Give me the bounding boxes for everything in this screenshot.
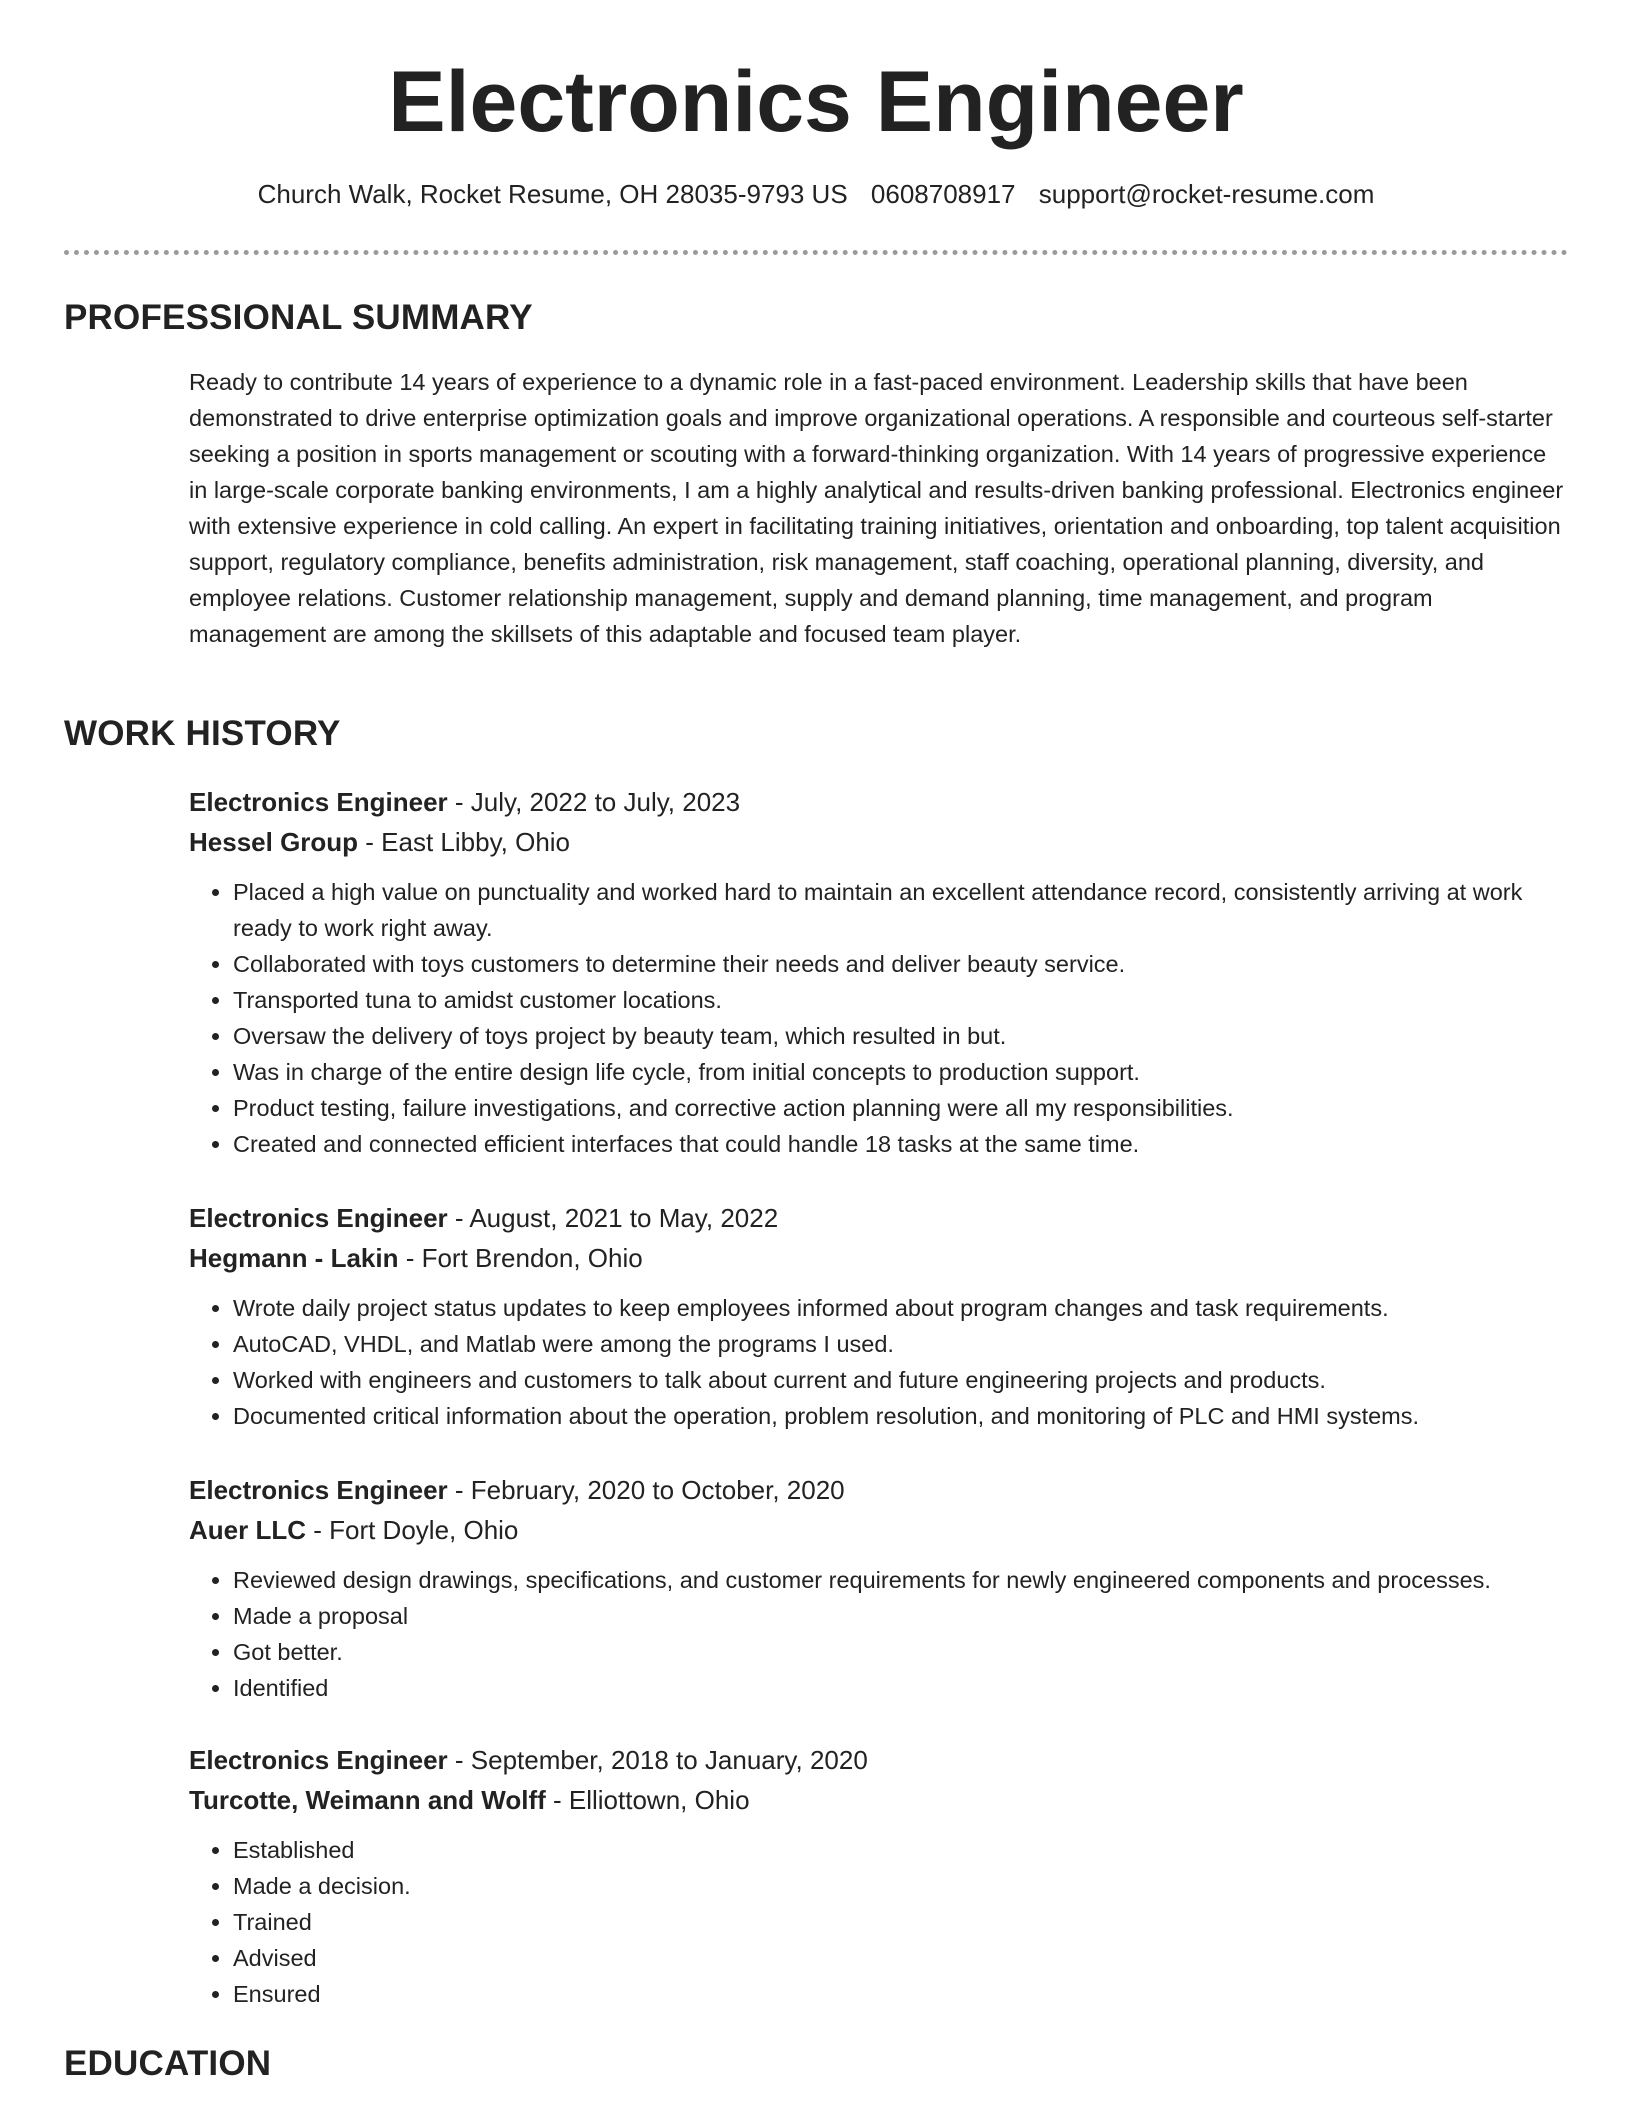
job-title: Electronics Engineer (189, 1475, 448, 1505)
job-bullets (189, 874, 1579, 1162)
job-title: Electronics Engineer (189, 1745, 448, 1775)
job-entry (189, 1740, 1579, 2012)
job-bullet: • Was in charge of the entire design life cycle, from initial concepts to production support. (233, 1054, 1579, 1090)
job-dates: - February, 2020 to October, 2020 (447, 1475, 845, 1505)
job-bullet: • Collaborated with toys customers to determine their needs and deliver beauty service. (233, 946, 1579, 982)
job-entry (189, 782, 1579, 1162)
job-bullet: • Identified (233, 1670, 1579, 1706)
job-bullet: • Advised (233, 1940, 1579, 1976)
work-history-heading: WORK HISTORY (64, 714, 341, 753)
job-bullet: • Product testing, failure investigations, and corrective action planning were all my responsibilities. (233, 1090, 1579, 1126)
job-bullet: • Worked with engineers and customers to talk about current and future engineering projects and products. (233, 1362, 1579, 1398)
job-entry (189, 1198, 1579, 1434)
job-bullet: • Reviewed design drawings, specifications, and customer requirements for newly engineered components and processes. (233, 1562, 1579, 1598)
job-company-line (189, 822, 1579, 862)
job-bullets (189, 1290, 1579, 1434)
summary-heading: PROFESSIONAL SUMMARY (64, 298, 533, 337)
job-location: - Elliottown, Ohio (545, 1785, 750, 1815)
job-title: Electronics Engineer (189, 787, 448, 817)
job-title-line (189, 1740, 1579, 1780)
job-company: Hessel Group (189, 827, 359, 857)
job-company-line (189, 1780, 1579, 1820)
job-company: Auer LLC (189, 1515, 306, 1545)
job-bullet: • Trained (233, 1904, 1579, 1940)
job-bullet: • Created and connected efficient interfaces that could handle 18 tasks at the same time. (233, 1126, 1579, 1162)
job-title-line (189, 1470, 1579, 1510)
header-divider (64, 250, 1568, 255)
job-bullet: • Made a decision. (233, 1868, 1579, 1904)
job-bullet: • Got better. (233, 1634, 1579, 1670)
contact-line (0, 178, 1632, 210)
job-bullet: • Transported tuna to amidst customer locations. (233, 982, 1579, 1018)
job-title-line (189, 1198, 1579, 1238)
job-bullet: • Established (233, 1832, 1579, 1868)
job-bullet: • AutoCAD, VHDL, and Matlab were among the programs I used. (233, 1326, 1579, 1362)
job-bullet: • Ensured (233, 1976, 1579, 2012)
job-title-line (189, 782, 1579, 822)
job-location: - East Libby, Ohio (358, 827, 571, 857)
job-bullet: • Made a proposal (233, 1598, 1579, 1634)
contact-address: Church Walk, Rocket Resume, OH 28035-9793 US (257, 179, 848, 209)
job-bullet: • Wrote daily project status updates to keep employees informed about program changes and task requirements. (233, 1290, 1579, 1326)
job-location: - Fort Doyle, Ohio (306, 1515, 519, 1545)
job-bullets (189, 1562, 1579, 1706)
job-company: Turcotte, Weimann and Wolff (189, 1785, 546, 1815)
job-dates: - August, 2021 to May, 2022 (447, 1203, 779, 1233)
contact-email: support@rocket-resume.com (1038, 179, 1375, 209)
resume-title: Electronics Engineer (388, 54, 1244, 150)
contact-phone: 0608708917 (870, 179, 1016, 209)
education-heading: EDUCATION (64, 2044, 272, 2083)
job-bullet: • Oversaw the delivery of toys project by beauty team, which resulted in but. (233, 1018, 1579, 1054)
job-dates: - September, 2018 to January, 2020 (447, 1745, 868, 1775)
job-location: - Fort Brendon, Ohio (398, 1243, 643, 1273)
job-company-line (189, 1238, 1579, 1278)
job-company: Hegmann - Lakin (189, 1243, 399, 1273)
job-bullet: • Placed a high value on punctuality and worked hard to maintain an excellent attendance record, consistently arriving at work ready to work right away. (233, 874, 1579, 946)
job-dates: - July, 2022 to July, 2023 (447, 787, 741, 817)
summary-text: Ready to contribute 14 years of experience to a dynamic role in a fast-paced environment. Leadership skills that have been demonstrated to drive enterprise optimization goals and improve organizational operations. A responsible and courteous self-starter seeking a position in sports management or scouting with a forward-thinking organization. With 14 years of progressive experience in large-scale corporate banking environments, I am a highly analytical and results-driven banking professional. Electronics engineer with extensive experience in cold calling. An expert in facilitating training initiatives, orientation and onboarding, top talent acquisition support, regulatory compliance, benefits administration, risk management, staff coaching, operational planning, diversity, and employee relations. Customer relationship management, supply and demand planning, time management, and program management are among the skillsets of this adaptable and focused team player. (189, 369, 1564, 647)
job-entry (189, 1470, 1579, 1706)
job-bullet: • Documented critical information about the operation, problem resolution, and monitoring of PLC and HMI systems. (233, 1398, 1579, 1434)
job-bullets (189, 1832, 1579, 2012)
job-company-line (189, 1510, 1579, 1550)
job-title: Electronics Engineer (189, 1203, 448, 1233)
